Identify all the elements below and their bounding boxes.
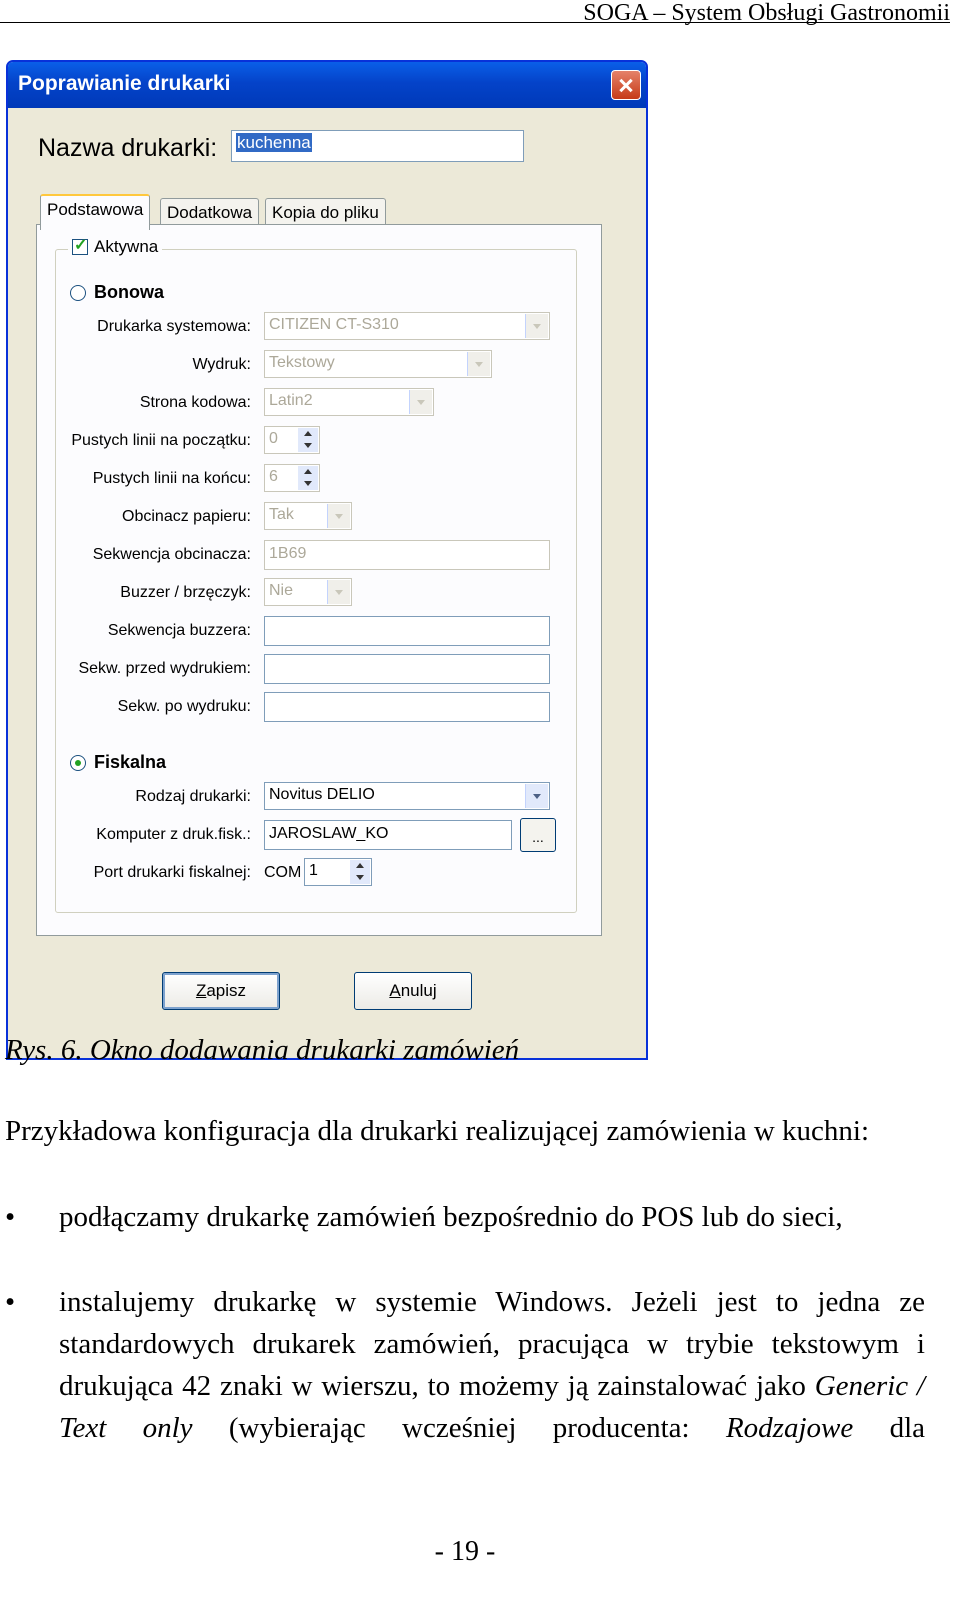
fiscal-port-value: 1: [309, 862, 318, 879]
empty-lines-end-value: 6: [269, 468, 278, 485]
radio-bonowa-row[interactable]: [70, 282, 164, 303]
printer-type-value: Novitus DELIO: [269, 786, 375, 803]
pre-print-sequence-input[interactable]: [264, 654, 550, 684]
buzzer-sequence-input[interactable]: [264, 616, 550, 646]
printout-value: Tekstowy: [269, 354, 335, 371]
active-checkbox-row[interactable]: [68, 237, 162, 257]
spin-down-icon[interactable]: [298, 478, 318, 490]
chevron-down-icon: [327, 580, 350, 604]
intro-paragraph: Przykładowa konfiguracja dla drukarki realizującej zamówienia w kuchni:: [5, 1115, 870, 1147]
paper-cutter-value: Tak: [269, 506, 294, 523]
fiscal-port-spinner[interactable]: [304, 858, 372, 886]
printer-type-select[interactable]: [264, 782, 550, 810]
printout-select[interactable]: [264, 350, 492, 378]
active-checkbox-label: Aktywna: [94, 237, 159, 256]
spin-up-icon[interactable]: [350, 860, 370, 872]
empty-lines-end-spinner[interactable]: [264, 464, 320, 492]
bullet-2-italic-generic: Generic / Text only: [59, 1370, 925, 1444]
chevron-down-icon: [467, 352, 490, 376]
tab-podstawowa[interactable]: Podstawowa: [40, 194, 150, 230]
post-print-sequence-label: Sekw. po wydruku:: [117, 698, 251, 715]
bullet-text-1: podłączamy drukarkę zamówień bezpośrednio do POS lub do sieci,: [59, 1201, 843, 1233]
save-button[interactable]: [162, 972, 280, 1010]
close-button[interactable]: [611, 70, 641, 100]
chevron-down-icon: [525, 314, 548, 338]
cutter-sequence-label: Sekwencja obcinacza:: [92, 546, 251, 563]
spin-down-icon[interactable]: [298, 440, 318, 452]
active-checkbox[interactable]: [72, 239, 88, 255]
spin-down-icon[interactable]: [350, 872, 370, 884]
tab-panel-podstawowa: [36, 224, 602, 936]
header-rule: [0, 22, 950, 23]
codepage-value: Latin2: [269, 392, 313, 409]
system-printer-value: CITIZEN CT-S310: [269, 316, 399, 333]
printout-label: Wydruk:: [192, 356, 251, 373]
active-group: [55, 237, 577, 913]
save-button-mnemonic: Z: [195, 981, 207, 1000]
browse-button[interactable]: ...: [520, 818, 556, 852]
chevron-down-icon: [525, 784, 548, 808]
bullet-2-italic-rodzajowe: Rodzajowe: [725, 1412, 854, 1444]
buzzer-label: Buzzer / brzęczyk:: [120, 584, 251, 601]
tab-dodatkowa[interactable]: Dodatkowa: [160, 198, 259, 227]
cancel-button-mnemonic: A: [389, 981, 401, 1000]
cutter-sequence-input[interactable]: 1B69: [264, 540, 550, 570]
spin-up-icon[interactable]: [298, 428, 318, 440]
chevron-down-icon: [409, 390, 432, 414]
radio-fiskalna-row[interactable]: [70, 752, 166, 773]
printer-name-input[interactable]: [231, 130, 524, 162]
empty-lines-start-value: 0: [269, 430, 278, 447]
bullet-icon: •: [5, 1286, 16, 1318]
printer-name-value: kuchenna: [237, 133, 311, 152]
bullet-2-text-before: instalujemy drukarkę w systemie Windows. Jeżeli jest to jedna ze standardowych drukarek zamówień, pracująca w trybie tekstowym i drukująca 42 znaki w wierszu, to możemy ją zainstalować jako: [59, 1286, 925, 1402]
fiscal-port-prefix: COM: [264, 864, 302, 881]
cancel-button-label: nuluj: [400, 981, 437, 1000]
bullet-2-text-after: dla: [853, 1412, 925, 1444]
paper-cutter-select[interactable]: [264, 502, 352, 530]
fiscal-computer-input[interactable]: JAROSLAW_KO: [264, 820, 512, 850]
radio-bonowa-label: Bonowa: [94, 282, 164, 302]
bullet-2-text-mid: (wybierając wcześniej producenta:: [192, 1412, 726, 1444]
fiscal-port-label: Port drukarki fiskalnej:: [93, 864, 251, 881]
radio-fiskalna[interactable]: [70, 755, 86, 771]
codepage-select[interactable]: [264, 388, 434, 416]
system-printer-label: Drukarka systemowa:: [97, 318, 251, 335]
empty-lines-start-spinner[interactable]: [264, 426, 320, 454]
fiscal-computer-label: Komputer z druk.fisk.:: [96, 826, 251, 843]
printer-type-label: Rodzaj drukarki:: [135, 788, 251, 805]
empty-lines-start-label: Pustych linii na początku:: [71, 432, 251, 449]
figure-caption: Rys. 6. Okno dodawania drukarki zamówień: [5, 1034, 520, 1066]
printer-edit-dialog: [6, 60, 648, 1060]
post-print-sequence-input[interactable]: [264, 692, 550, 722]
tab-kopia-do-pliku[interactable]: Kopia do pliku: [265, 198, 386, 227]
running-header: SOGA – System Obsługi Gastronomii: [583, 0, 950, 26]
pre-print-sequence-label: Sekw. przed wydrukiem:: [78, 660, 251, 677]
cancel-button[interactable]: [354, 972, 472, 1010]
buzzer-value: Nie: [269, 582, 294, 599]
buzzer-select[interactable]: [264, 578, 352, 606]
bullet-text-2: [59, 1281, 925, 1449]
printer-name-label: Nazwa drukarki:: [38, 134, 218, 162]
empty-lines-end-label: Pustych linii na końcu:: [92, 470, 251, 487]
save-button-label: apisz: [206, 981, 247, 1000]
spin-up-icon[interactable]: [298, 466, 318, 478]
codepage-label: Strona kodowa:: [139, 394, 251, 411]
page-number: - 19 -: [434, 1536, 496, 1567]
dialog-title: Poprawianie drukarki: [18, 72, 231, 95]
bullet-icon: •: [5, 1201, 16, 1233]
paper-cutter-label: Obcinacz papieru:: [122, 508, 251, 525]
system-printer-select[interactable]: [264, 312, 550, 340]
dialog-titlebar[interactable]: [8, 62, 646, 108]
radio-fiskalna-label: Fiskalna: [94, 752, 167, 772]
buzzer-sequence-label: Sekwencja buzzera:: [107, 622, 251, 639]
chevron-down-icon: [327, 504, 350, 528]
radio-bonowa[interactable]: [70, 285, 86, 301]
